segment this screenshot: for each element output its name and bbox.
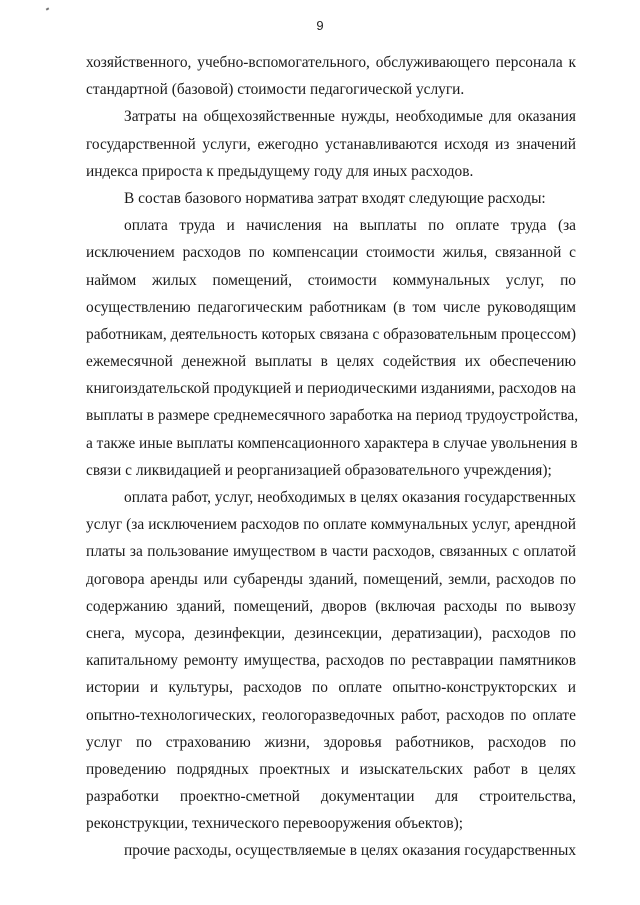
text-line: услуг по страхованию жизни, здоровья работников, расходов по xyxy=(86,733,576,751)
paragraph xyxy=(86,103,576,185)
text-line: связи с ликвидацией и реорганизацией образовательного учреждения); xyxy=(86,461,552,479)
text-line: капитальному ремонту имущества, расходов по реставрации памятников xyxy=(86,652,576,670)
text-line: реконструкции, технического перевооружения объектов); xyxy=(86,815,464,833)
text-line: выплаты в размере среднемесячного заработка на период трудоустройства, xyxy=(86,407,579,425)
text-line: платы за пользование имуществом в части расходов, связанных с оплатой xyxy=(86,543,576,561)
paragraph xyxy=(86,484,576,837)
scan-artifact xyxy=(46,7,50,10)
text-line: снега, мусора, дезинфекции, дезинсекции, дератизации), расходов по xyxy=(86,624,576,642)
text-line: оплата работ, услуг, необходимых в целях оказания государственных xyxy=(124,489,576,506)
text-line: В состав базового норматива затрат входят следующие расходы: xyxy=(124,189,546,207)
text-line: книгоиздательской продукцией и периодическими изданиями, расходов на xyxy=(86,380,576,398)
text-line: проведению подрядных проектных и изыскательских работ в целях xyxy=(86,760,576,778)
page-number: 9 xyxy=(316,18,324,33)
text-line: хозяйственного, учебно-вспомогательного, обслуживающего персонала к xyxy=(86,54,576,71)
text-line: оплата труда и начисления на выплаты по оплате труда (за xyxy=(124,217,576,235)
text-line: государственной услуги, ежегодно устанавливаются исходя из значений xyxy=(86,135,576,153)
text-line: наймом жилых помещений, стоимости коммунальных услуг, по xyxy=(86,271,576,289)
text-line: ежемесячной денежной выплаты в целях содействия их обеспечению xyxy=(86,353,576,371)
text-line: Затраты на общехозяйственные нужды, необходимые для оказания xyxy=(124,108,576,126)
text-line: осуществлению педагогическим работникам (в том числе руководящим xyxy=(86,298,576,316)
text-line: а также иные выплаты компенсационного характера в случае увольнения в xyxy=(86,434,578,452)
text-line: договора аренды или субаренды зданий, помещений, земли, расходов по xyxy=(86,570,576,588)
text-line: истории и культуры, расходов по оплате опытно-конструкторских и xyxy=(86,679,576,697)
paragraph xyxy=(86,212,579,484)
text-line: услуг (за исключением расходов по оплате коммунальных услуг, арендной xyxy=(86,516,576,534)
text-line: прочие расходы, осуществляемые в целях оказания государственных xyxy=(124,842,577,860)
text-line: разработки проектно-сметной документации для строительства, xyxy=(86,788,576,806)
document-body xyxy=(86,49,579,865)
text-line: стандартной (базовой) стоимости педагогической услуги. xyxy=(86,81,465,99)
text-line: опытно-технологических, геологоразведочных работ, расходов по оплате xyxy=(86,706,576,724)
paragraph xyxy=(86,185,576,212)
paragraph xyxy=(86,837,576,864)
text-line: индекса прироста к предыдущему году для иных расходов. xyxy=(86,162,474,180)
text-line: работникам, деятельность которых связана с образовательным процессом) xyxy=(86,325,576,343)
text-line: исключением расходов по компенсации стоимости жилья, связанной с xyxy=(86,244,576,262)
text-line: содержанию зданий, помещений, дворов (включая расходы по вывозу xyxy=(86,597,576,615)
paragraph xyxy=(86,49,576,103)
